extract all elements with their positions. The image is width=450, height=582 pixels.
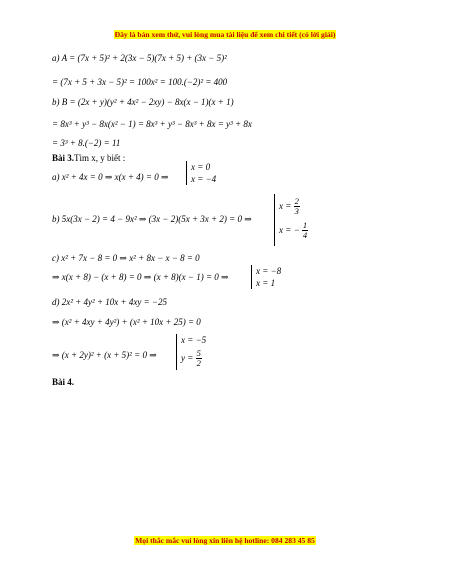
bai4-heading: Bài 4. <box>52 377 75 387</box>
solution-c-1: x = −8 <box>256 266 282 276</box>
line-b-result: = 3³ + 8.(−2) = 11 <box>52 138 121 148</box>
solution-d <box>176 334 206 370</box>
bai3-text: Tìm x, y biết : <box>74 153 126 163</box>
equation-c: c) x² + 7x − 8 = 0 ⇒ x² + 8x − x − 8 = 0 <box>52 253 200 263</box>
equation-d-result: ⇒ (x + 2y)² + (x + 5)² = 0 ⇒ <box>52 350 157 360</box>
bai3-label: Bài 3. <box>52 153 75 163</box>
line-b-step: = 8x³ + y³ − 8x(x² − 1) = 8x³ + y³ − 8x³ + 8x = y³ + 8x <box>52 119 252 129</box>
preview-notice: Đây là bản xem thử, vui lòng mua tài liệu để xem chi tiết (có lời giải) <box>114 30 336 39</box>
line-a: a) A = (7x + 5)² + 2(3x − 5)(7x + 5) + (3x − 5)² <box>52 53 227 63</box>
solution-c <box>251 265 281 289</box>
solution-d-1: x = −5 <box>181 335 207 345</box>
solution-a-1: x = 0 <box>191 162 211 172</box>
solution-a <box>186 161 216 185</box>
bai3-heading <box>52 153 125 164</box>
equation-d: d) 2x² + 4y² + 10x + 4xy = −25 <box>52 297 167 307</box>
solution-b <box>274 194 308 246</box>
line-b: b) B = (2x + y)(y² + 4x² − 2xy) − 8x(x − 1)(x + 1) <box>52 97 234 107</box>
solution-c-2: x = 1 <box>256 278 276 288</box>
solution-d-2: y = $\frac{5}{2}$ <box>181 348 201 369</box>
solution-b-1: x = $\frac{2}{3}$ <box>279 196 299 217</box>
equation-d-step: ⇒ (x² + 4xy + 4y²) + (x² + 10x + 25) = 0 <box>52 317 201 327</box>
solution-a-2: x = −4 <box>191 174 217 184</box>
hotline-footer: Mọi thắc mắc vui lòng xin liên hệ hotline: 084 283 45 85 <box>135 536 315 545</box>
equation-c-step: ⇒ x(x + 8) − (x + 8) = 0 ⇒ (x + 8)(x − 1) = 0 ⇒ <box>52 272 229 282</box>
equation-b: b) 5x(3x − 2) = 4 − 9x² ⇒ (3x − 2)(5x + 3x + 2) = 0 ⇒ <box>52 214 252 224</box>
solution-b-2: x = − $\frac{1}{4}$ <box>279 220 308 241</box>
equation-a: a) x² + 4x = 0 ⇒ x(x + 4) = 0 ⇒ <box>52 172 169 182</box>
line-a-result: = (7x + 5 + 3x − 5)² = 100x² = 100.(−2)² = 400 <box>52 77 228 87</box>
